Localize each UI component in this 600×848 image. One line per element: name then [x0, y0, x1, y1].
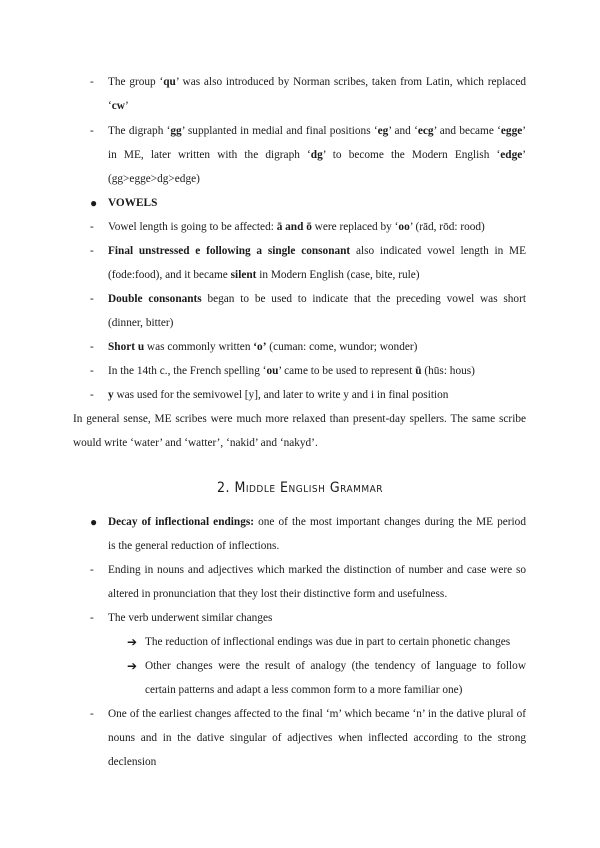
list-dash: -: [90, 612, 94, 624]
list-item-gg-line2: in ME, later written with the digraph ‘dg’ to become the Modern English ‘edge’: [108, 149, 526, 161]
list-item-short-u: Short u was commonly written ‘o’ (cuman: come, wundor; wonder): [108, 341, 418, 353]
list-item-final-e-line1: Final unstressed e following a single consonant also indicated vowel length in ME: [108, 245, 526, 257]
list-item-verb: The verb underwent similar changes: [108, 612, 273, 624]
list-item-ending-line1: Ending in nouns and adjectives which marked the distinction of number and case were so: [108, 564, 526, 576]
list-item-earliest-line2: nouns and in the dative singular of adjectives when inflected according to the strong: [108, 732, 526, 744]
list-dash: -: [90, 245, 94, 257]
paragraph-line1: In general sense, ME scribes were much more relaxed than present-day spellers. The same scribe: [73, 413, 526, 425]
list-dash: -: [90, 293, 94, 305]
list-dash: -: [90, 341, 94, 353]
list-item-decay-line2: is the general reduction of inflections.: [108, 540, 280, 552]
list-item-final-e-line2: (fode:food), and it became silent in Modern English (case, bite, rule): [108, 269, 420, 281]
list-item-qu-line2: ‘cw’: [108, 100, 129, 112]
list-item-ou: In the 14th c., the French spelling ‘ou’ came to be used to represent ū (hūs: hous): [108, 365, 475, 377]
list-dash: -: [90, 564, 94, 576]
list-item-gg-line1: The digraph ‘gg’ supplanted in medial and final positions ‘eg’ and ‘ecg’ and became ‘egge’: [108, 125, 526, 137]
list-dash: -: [90, 76, 94, 88]
section-heading-vowels: VOWELS: [108, 197, 158, 209]
arrow-icon: ➔: [127, 635, 138, 649]
list-dash: -: [90, 389, 94, 401]
list-item-earliest-line1: One of the earliest changes affected to the final ‘m’ which became ‘n’ in the dative plural of: [108, 708, 526, 720]
list-item-double-line1: Double consonants began to be used to indicate that the preceding vowel was short: [108, 293, 526, 305]
bullet-icon: ●: [90, 196, 98, 210]
list-dash: -: [90, 221, 94, 233]
list-item-gg-line3: (gg>egge>dg>edge): [108, 173, 200, 185]
list-dash: -: [90, 365, 94, 377]
list-item-vowel-length: Vowel length is going to be affected: ā and ō were replaced by ‘oo’ (rād, rōd: rood): [108, 221, 485, 233]
list-item-decay-line1: Decay of inflectional endings: one of the most important changes during the ME period: [108, 516, 526, 528]
list-item-ending-line2: altered in pronunciation that they lost their distinctive form and usefulness.: [108, 588, 448, 600]
list-item-double-line2: (dinner, bitter): [108, 317, 174, 329]
paragraph-line2: would write ‘water’ and ‘watter’, ‘nakid’ and ‘nakyd’.: [73, 437, 318, 449]
sub-item-reduction: The reduction of inflectional endings was due in part to certain phonetic changes: [145, 636, 511, 648]
list-item-qu-line1: The group ‘qu’ was also introduced by Norman scribes, taken from Latin, which replaced: [108, 76, 526, 88]
list-item-y: y was used for the semivowel [y], and later to write y and i in final position: [108, 389, 449, 401]
arrow-icon: ➔: [127, 659, 138, 673]
bullet-icon: ●: [90, 515, 98, 529]
section-heading-grammar: 2. Middle English Grammar: [216, 480, 384, 496]
list-item-earliest-line3: declension: [108, 756, 157, 768]
list-dash: -: [90, 125, 94, 137]
list-dash: -: [90, 708, 94, 720]
sub-item-analogy-line1: Other changes were the result of analogy (the tendency of language to follow: [145, 660, 526, 672]
sub-item-analogy-line2: certain patterns and adapt a less common form to a more familiar one): [145, 684, 463, 696]
